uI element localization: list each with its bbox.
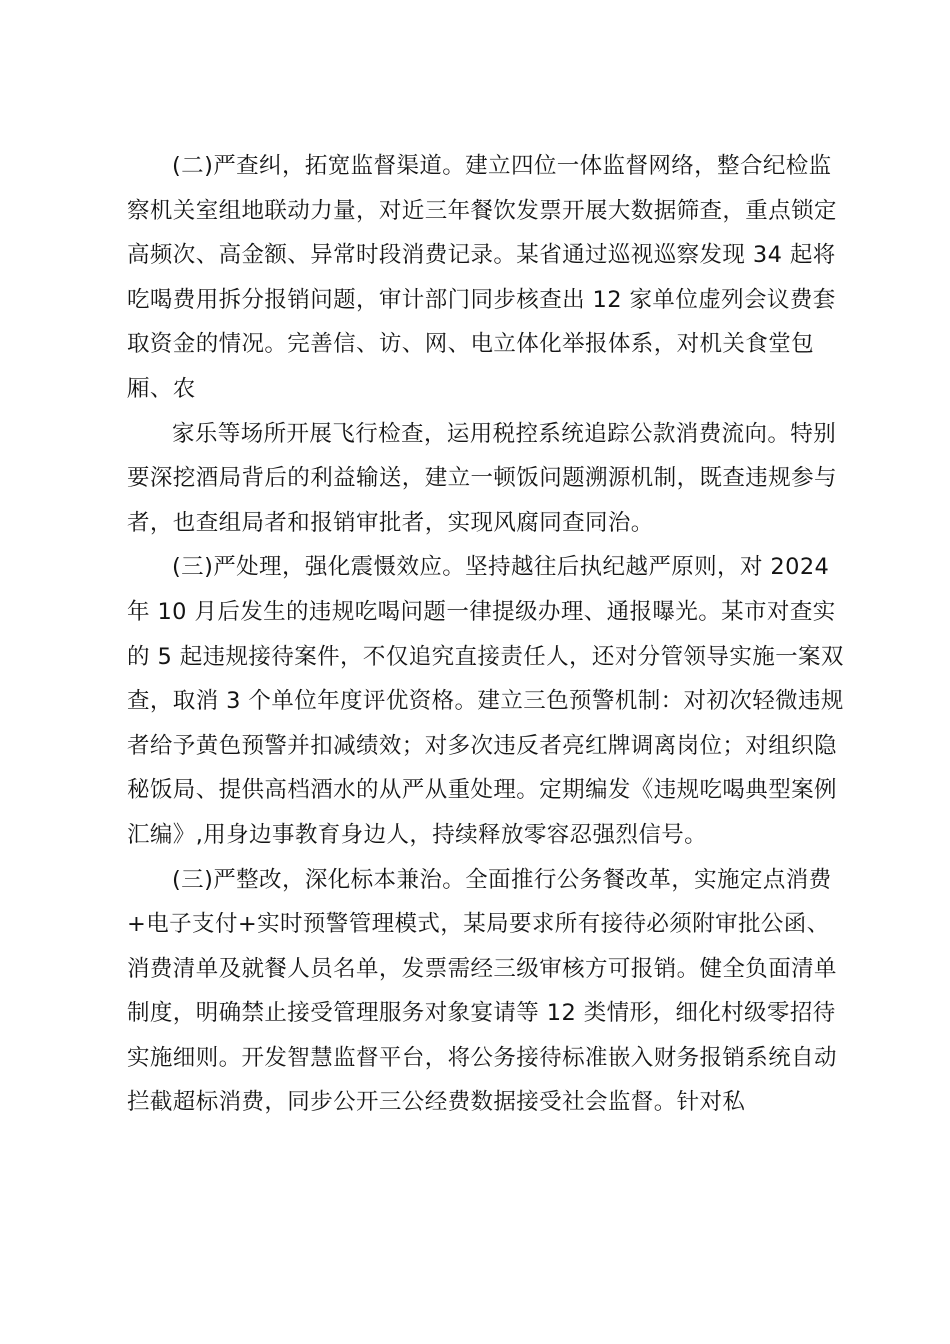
text-line: 拦截超标消费，同步公开三公经费数据接受社会监督。针对私	[127, 1089, 746, 1116]
text-line: 的 5 起违规接待案件，不仅追究直接责任人，还对分管领导实施一案双	[127, 643, 844, 670]
text-line: (二)严查纠，拓宽监督渠道。建立四位一体监督网络，整合纪检监	[172, 153, 832, 179]
text-line: 秘饭局、提供高档酒水的从严从重处理。定期编发《违规吃喝典型案例	[127, 777, 837, 804]
text-line: 实施细则。开发智慧监督平台，将公务接待标准嵌入财务报销系统自动	[127, 1044, 837, 1071]
text-line: 年 10 月后发生的违规吃喝问题一律提级办理、通报曝光。某市对查实	[127, 598, 836, 625]
text-line: 者，也查组局者和报销审批者，实现风腐同查同治。	[127, 509, 654, 536]
text-line: 察机关室组地联动力量，对近三年餐饮发票开展大数据筛查，重点锁定	[127, 197, 837, 224]
text-line: 消费清单及就餐人员名单，发票需经三级审核方可报销。健全负面清单	[127, 955, 837, 982]
text-line: 高频次、高金额、异常时段消费记录。某省通过巡视巡察发现 34 起将	[127, 242, 836, 269]
text-line: (三)严处理，强化震慑效应。坚持越往后执纪越严原则，对 2024	[172, 554, 830, 581]
text-line: 汇编》,用身边事教育身边人，持续释放零容忍强烈信号。	[127, 821, 708, 848]
text-line: 要深挖酒局背后的利益输送，建立一顿饭问题溯源机制，既查违规参与	[127, 465, 837, 492]
text-line: +电子支付+实时预警管理模式，某局要求所有接待必须附审批公函、	[127, 911, 830, 938]
document-body	[127, 144, 844, 1125]
text-line: 家乐等场所开展飞行检查，运用税控系统追踪公款消费流向。特别	[172, 420, 837, 447]
text-line: 厢、农	[127, 375, 196, 402]
text-line: 取资金的情况。完善信、访、网、电立体化举报体系，对机关食堂包	[127, 331, 815, 358]
text-line: 吃喝费用拆分报销问题，审计部门同步核查出 12 家单位虚列会议费套	[127, 286, 836, 313]
text-line: 者给予黄色预警并扣减绩效；对多次违反者亮红牌调离岗位；对组织隐	[127, 732, 837, 759]
text-line: 制度，明确禁止接受管理服务对象宴请等 12 类情形，细化村级零招待	[127, 1000, 836, 1027]
text-line: 查，取消 3 个单位年度评优资格。建立三色预警机制：对初次轻微违规	[127, 688, 844, 715]
text-line: (三)严整改，深化标本兼治。全面推行公务餐改革，实施定点消费	[172, 866, 832, 893]
